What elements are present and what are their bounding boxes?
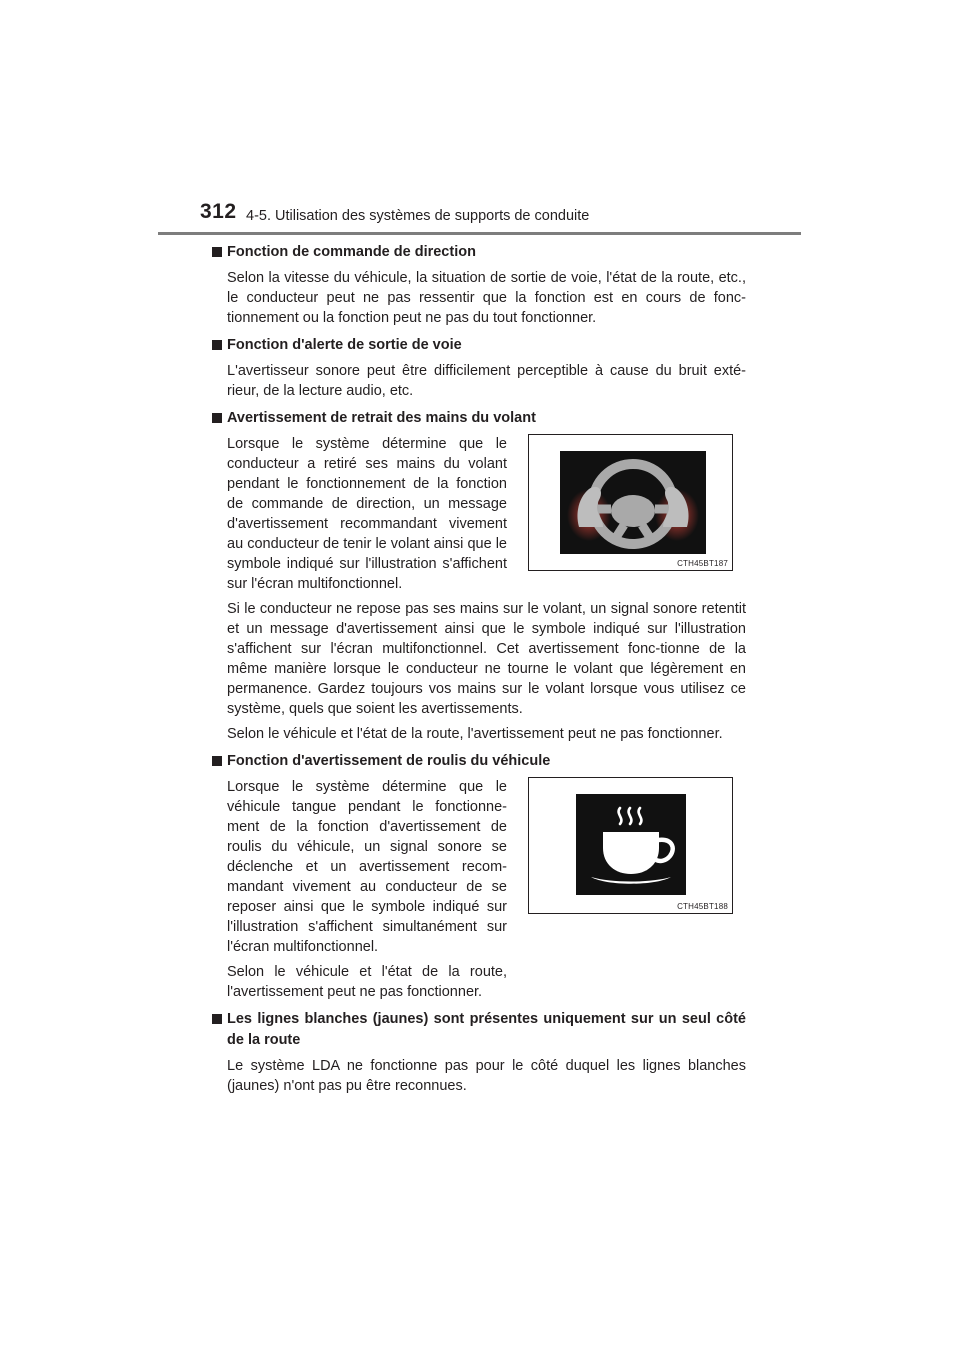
- figure-code: CTH45BT188: [677, 902, 728, 911]
- heading-text: Les lignes blanches (jaunes) sont présentes uniquement sur un seul côté de la route: [227, 1011, 746, 1048]
- paragraph-lane-departure-alert: L'avertisseur sonore peut être difficilement perceptible à cause du bruit exté-rieur, de la lecture audio, etc.: [227, 363, 746, 399]
- page-number: 312: [200, 200, 237, 223]
- page-content: [211, 242, 746, 1096]
- square-bullet-icon: [212, 1014, 222, 1024]
- square-bullet-icon: [212, 340, 222, 350]
- paragraph-sway-1: Lorsque le système détermine que le véhicule tangue pendant le fonctionne-ment de la fonction d'avertissement de roulis du véhicule, un signal sonore se déclenche et un avertissement recom-mandant vivement au conducteur de se reposer ainsi que le symbole indiqué sur l'illustration s'affichent simultanément sur l'écran multifonctionnel.: [227, 779, 507, 955]
- heading-hands-off-warning: [211, 408, 746, 429]
- heading-text: Fonction d'avertissement de roulis du véhicule: [227, 753, 551, 769]
- figure-code: CTH45BT187: [677, 559, 728, 568]
- section-title: 4-5. Utilisation des systèmes de supports de conduite: [246, 208, 590, 224]
- header-divider: [158, 232, 801, 235]
- heading-vehicle-sway-warning: [211, 751, 746, 772]
- paragraph-sway-2: Selon le véhicule et l'état de la route, l'avertissement peut ne pas fonctionner.: [227, 964, 507, 1000]
- heading-text: Fonction de commande de direction: [227, 244, 476, 260]
- paragraph-steering-control: Selon la vitesse du véhicule, la situation de sortie de voie, l'état de la route, etc., le conducteur peut ne pas ressentir que la fonction est en cours de fonc-tionnement ou la fonction peut ne pas du tout fonctionner.: [227, 270, 746, 326]
- square-bullet-icon: [212, 247, 222, 257]
- square-bullet-icon: [212, 413, 222, 423]
- heading-lines-one-side: [211, 1009, 746, 1051]
- paragraph-hands-off-1: Lorsque le système détermine que le conducteur a retiré ses mains du volant pendant le fonctionnement de la fonction de commande de direction, un message d'avertissement recommandant vivement au conducteur de tenir le volant ainsi que le symbole indiqué sur l'illustration s'affichent sur l'écran multifonctionnel.: [227, 436, 507, 592]
- hands-off-text-column: [227, 434, 507, 594]
- square-bullet-icon: [212, 756, 222, 766]
- heading-text: Fonction d'alerte de sortie de voie: [227, 337, 462, 353]
- hands-off-block: [211, 434, 746, 594]
- coffee-cup-icon: [529, 778, 734, 915]
- heading-text: Avertissement de retrait des mains du volant: [227, 410, 536, 426]
- sway-block: [211, 777, 746, 1002]
- paragraph-hands-off-2: Si le conducteur ne repose pas ses mains sur le volant, un signal sonore retentit et un message d'avertissement ainsi que le symbole indiqué sur l'illustration s'affichent sur l'écran multifonctionnel. Cet avertissement fonc-tionne de la même manière lorsque le conducteur ne tourne le volant que légèrement en permanence. Gardez toujours vos mains sur le volant lorsque vous utilisez ce système, quels que soient les avertissements.: [227, 601, 746, 717]
- steering-wheel-hands-icon: [529, 435, 734, 572]
- paragraph-lines-one-side: Le système LDA ne fonctionne pas pour le côté duquel les lignes blanches (jaunes) n'ont pas pu être reconnues.: [227, 1058, 746, 1094]
- heading-steering-control: [211, 242, 746, 263]
- figure-sway: [528, 777, 733, 914]
- figure-hands-off: [528, 434, 733, 571]
- sway-text-column: [227, 777, 507, 1002]
- heading-lane-departure-alert: [211, 335, 746, 356]
- paragraph-hands-off-3: Selon le véhicule et l'état de la route, l'avertissement peut ne pas fonctionner.: [227, 726, 723, 742]
